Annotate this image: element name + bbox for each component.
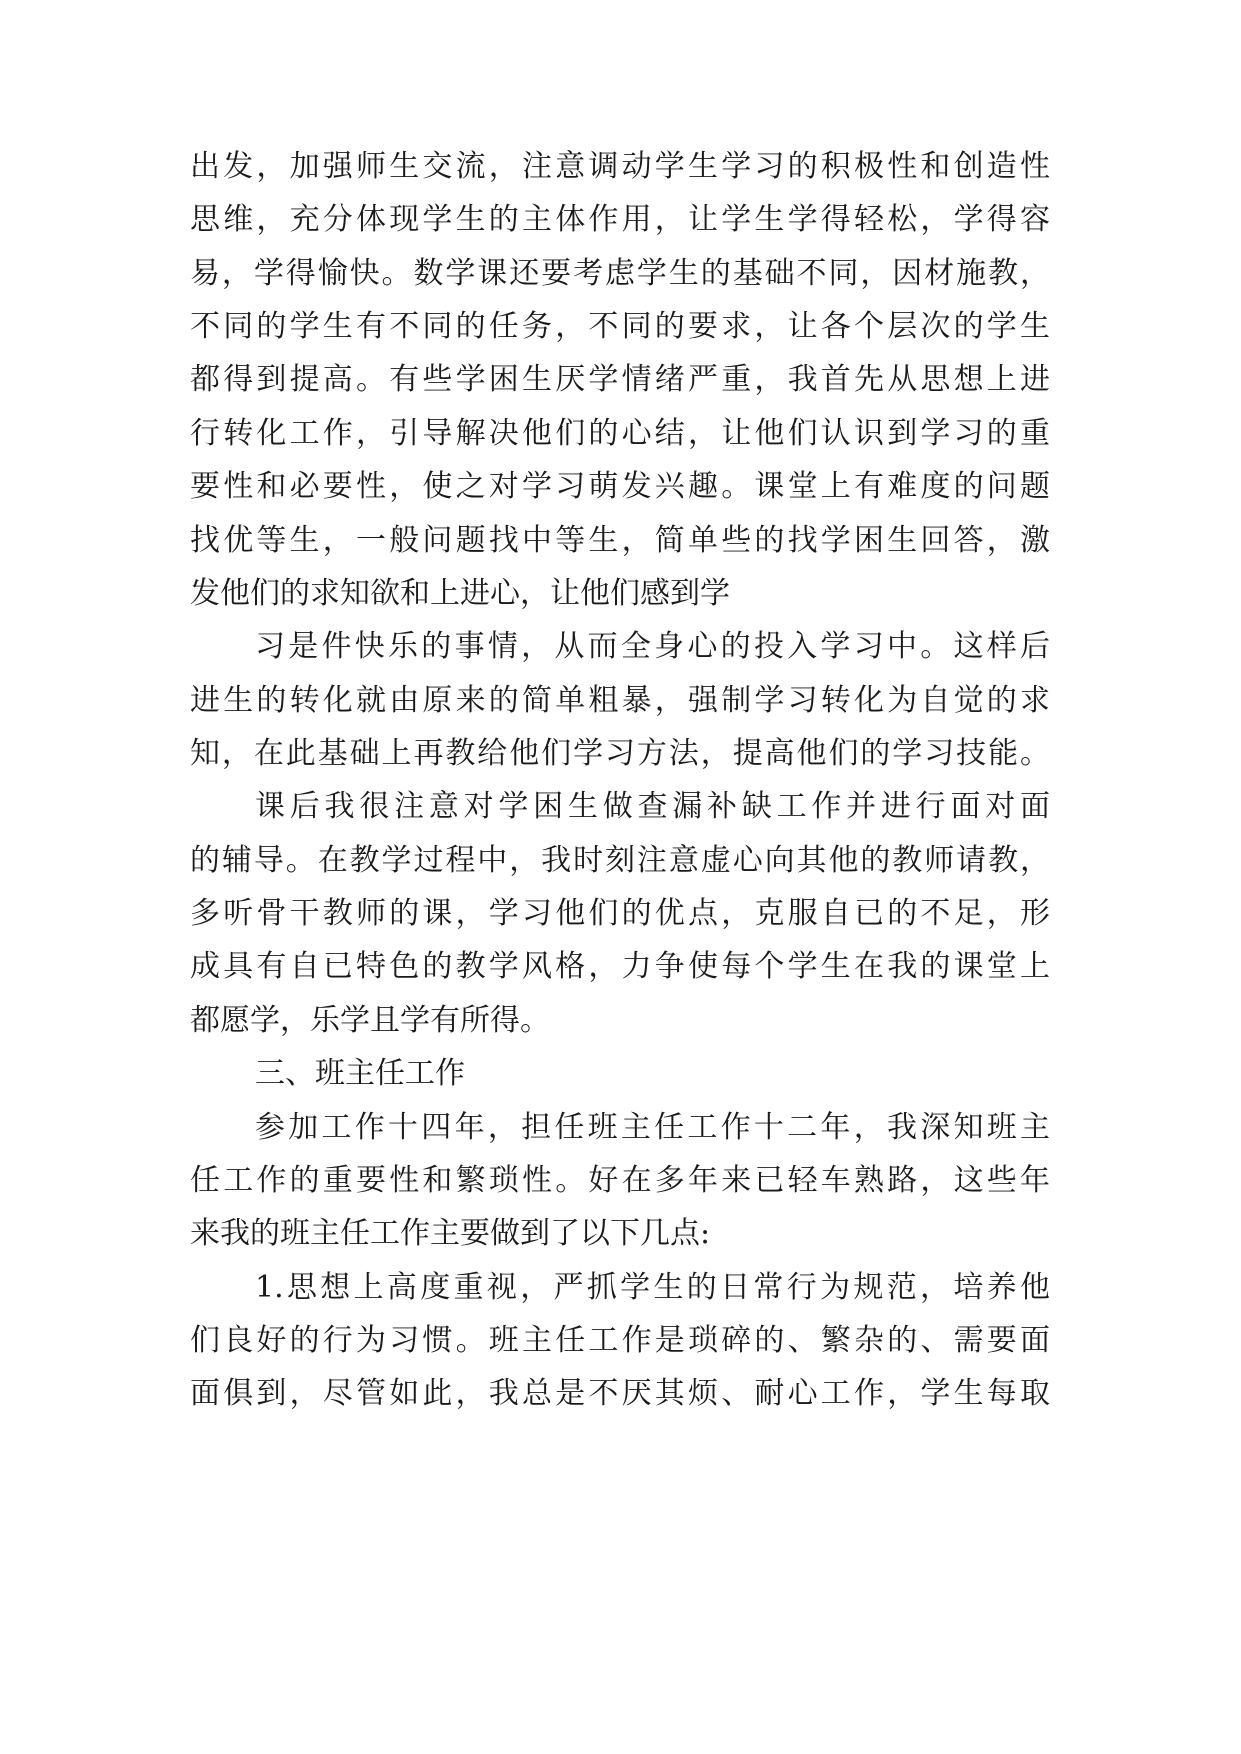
text-line: 找优等生，一般问题找中等生，简单些的找学困生回答，激: [190, 523, 1050, 558]
text-line: 任工作的重要性和繁琐性。好在多年来已轻车熟路，这些年: [190, 1163, 1050, 1198]
text-line: 行转化工作，引导解决他们的心结，让他们认识到学习的重: [190, 416, 1050, 451]
text-line: 1.思想上高度重视，严抓学生的日常行为规范，培养他: [255, 1270, 1050, 1305]
text-line: 知，在此基础上再教给他们学习方法，提高他们的学习技能。: [190, 736, 1050, 771]
text-line: 多听骨干教师的课，学习他们的优点，克服自已的不足，形: [190, 896, 1050, 931]
text-line: 参加工作十四年，担任班主任工作十二年，我深知班主: [255, 1110, 1050, 1145]
text-line: 课后我很注意对学困生做查漏补缺工作并进行面对面: [255, 789, 1050, 824]
text-line: 的辅导。在教学过程中，我时刻注意虚心向其他的教师请教，: [190, 843, 1050, 878]
text-line: 发他们的求知欲和上进心，让他们感到学: [190, 576, 730, 611]
text-line: 易，学得愉快。数学课还要考虑学生的基础不同，因材施教，: [190, 256, 1050, 291]
text-line: 面俱到，尽管如此，我总是不厌其烦、耐心工作，学生每取: [190, 1376, 1050, 1411]
text-line: 成具有自已特色的教学风格，力争使每个学生在我的课堂上: [190, 949, 1050, 984]
text-line: 思维，充分体现学生的主体作用，让学生学得轻松，学得容: [190, 202, 1050, 237]
section-heading: 三、班主任工作: [255, 1056, 465, 1091]
text-line: 习是件快乐的事情，从而全身心的投入学习中。这样后: [255, 629, 1050, 664]
text-line: 进生的转化就由原来的简单粗暴，强制学习转化为自觉的求: [190, 683, 1050, 718]
text-line: 来我的班主任工作主要做到了以下几点:: [190, 1216, 711, 1251]
text-line: 都得到提高。有些学困生厌学情绪严重，我首先从思想上进: [190, 362, 1050, 397]
text-line: 不同的学生有不同的任务，不同的要求，让各个层次的学生: [190, 309, 1050, 344]
text-line: 出发，加强师生交流，注意调动学生学习的积极性和创造性: [190, 149, 1050, 184]
text-line: 们良好的行为习惯。班主任工作是琐碎的、繁杂的、需要面: [190, 1323, 1050, 1358]
text-line: 都愿学，乐学且学有所得。: [190, 1003, 550, 1038]
text-line: 要性和必要性，使之对学习萌发兴趣。课堂上有难度的问题: [190, 469, 1050, 504]
